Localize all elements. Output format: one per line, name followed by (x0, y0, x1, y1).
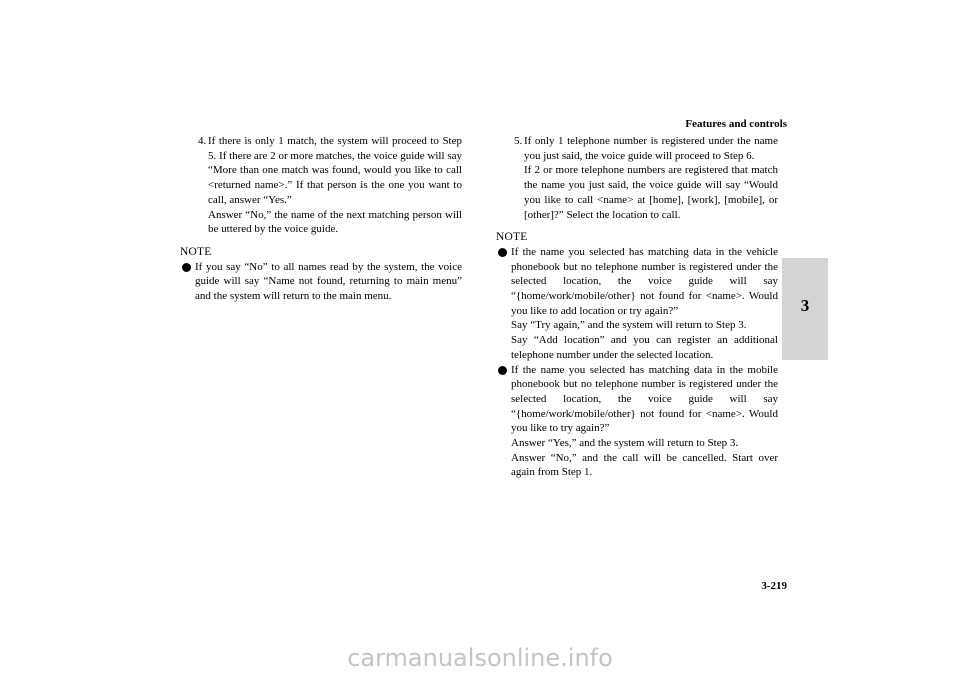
left-column (180, 134, 462, 304)
note-bullet-item (180, 260, 462, 304)
watermark: carmanualsonline.info (347, 644, 613, 672)
note-paragraph: Answer “No,” and the call will be cancelled. Start over again from Step 1. (511, 451, 778, 479)
note-bullet-item (496, 363, 778, 481)
step-paragraph: Answer “No,” the name of the next matching person will be uttered by the voice guide. (208, 208, 462, 236)
note-paragraph: Answer “Yes,” and the system will return to Step 3. (511, 437, 739, 450)
step-number: 4. (198, 135, 207, 147)
step-item (180, 134, 462, 237)
step-number: 5. (514, 135, 523, 147)
bullet-icon (182, 263, 191, 272)
note-label: NOTE (180, 245, 212, 258)
step-item (496, 134, 778, 222)
chapter-tab (782, 258, 828, 360)
note-paragraph: If the name you selected has matching data in the vehicle phonebook but no telephone number is registered under the selected location, the voice guide will say “{home/work/mobile/other} not found for <name>. Would you like to add location or try again?” (511, 245, 778, 317)
step-paragraph: If there is only 1 match, the system will proceed to Step 5. If there are 2 or more matches, the voice guide will say “More than one match was found, would you like to call <returned name>.” If that person is the one you want to call, answer “Yes.” (208, 135, 462, 206)
bullet-icon (498, 248, 507, 257)
step-paragraph: If only 1 telephone number is registered under the name you just said, the voice guide will proceed to Step 6. (524, 135, 778, 162)
chapter-number: 3 (800, 296, 810, 315)
note-paragraph: If the name you selected has matching data in the mobile phonebook but no telephone number is registered under the selected location, the voice guide will say “{home/work/mobile/other} not found for <name>. Would you like to try again?” (511, 363, 778, 435)
note-label: NOTE (496, 231, 528, 244)
page-number: 3-219 (761, 580, 787, 592)
step-paragraph: If 2 or more telephone numbers are registered that match the name you just said, the voice guide will say “Would you like to call <name> at [home], [work], [mobile], or [other]?” Select the location to call. (524, 164, 778, 221)
note-paragraph: Say “Add location” and you can register an additional telephone number under the selected location. (511, 334, 778, 361)
running-header-title: Features and controls (685, 118, 787, 130)
note-paragraph: Say “Try again,” and the system will return to Step 3. (511, 319, 747, 332)
right-column (496, 134, 778, 480)
note-paragraph: If you say “No” to all names read by the system, the voice guide will say “Name not found, returning to main menu” and the system will return to the main menu. (195, 260, 462, 303)
bullet-icon (498, 366, 507, 375)
note-bullet-item (496, 245, 778, 363)
